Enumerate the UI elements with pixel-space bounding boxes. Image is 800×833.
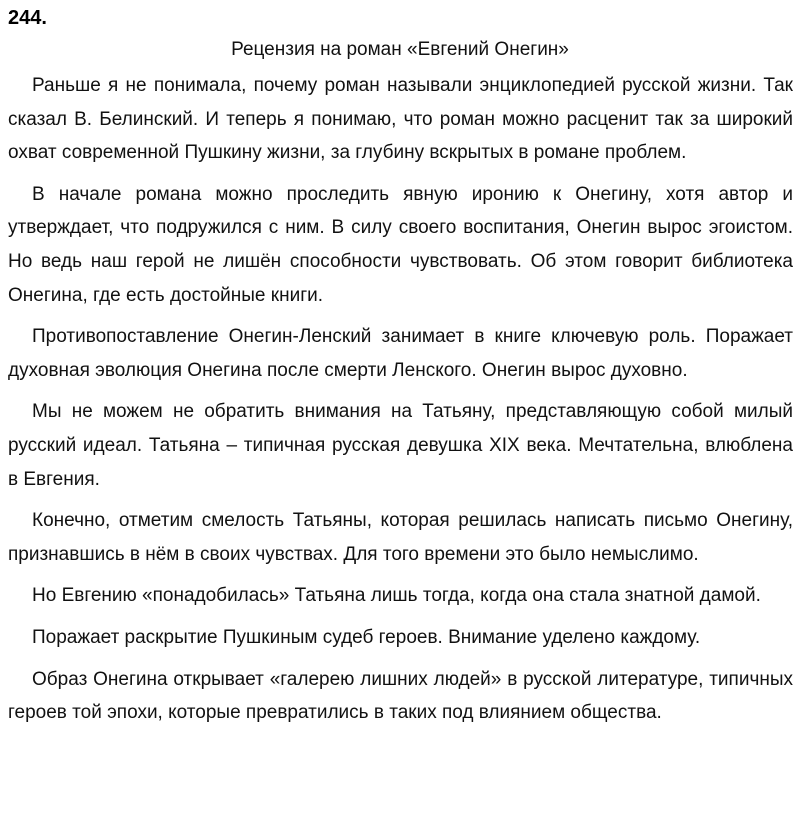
paragraph-4: Мы не можем не обратить внимания на Татьяну, представляющую собой милый русский идеал. Татьяна – типичная русская девушка XIX века. Мечтательна, влюблена в Евгения. [8, 401, 793, 490]
task-number: 244. [8, 7, 47, 29]
paragraph-3: Противопоставление Онегин-Ленский занимает в книге ключевую роль. Поражает духовная эволюция Онегина после смерти Ленского. Онегин вырос духовно. [8, 326, 793, 381]
paragraph-2: В начале романа можно проследить явную иронию к Онегину, хотя автор и утверждает, что подружился с ним. В силу своего воспитания, Онегин вырос эгоистом. Но ведь наш герой не лишён способности чувствовать. Об этом говорит библиотека Онегина, где есть достойные книги. [8, 183, 793, 306]
paragraph-1: Раньше я не понимала, почему роман называли энциклопедией русской жизни. Так сказал В. Белинский. И теперь я понимаю, что роман можно расценит так за широкий охват современной Пушкину жизни, за глубину вскрытых в романе проблем. [8, 75, 793, 164]
review-title: Рецензия на роман «Евгений Онегин» [231, 39, 569, 60]
paragraph-6: Но Евгению «понадобилась» Татьяна лишь тогда, когда она стала знатной дамой. [32, 585, 761, 607]
paragraph-7: Поражает раскрытие Пушкиным судеб героев. Внимание уделено каждому. [32, 626, 701, 648]
paragraph-5: Конечно, отметим смелость Татьяны, которая решилась написать письмо Онегину, признавшись в нём в своих чувствах. Для того времени это было немыслимо. [8, 510, 793, 565]
review-body [8, 69, 793, 738]
paragraph-8: Образ Онегина открывает «галерею лишних людей» в русской литературе, типичных героев той эпохи, которые превратились в таких под влиянием общества. [8, 668, 793, 724]
